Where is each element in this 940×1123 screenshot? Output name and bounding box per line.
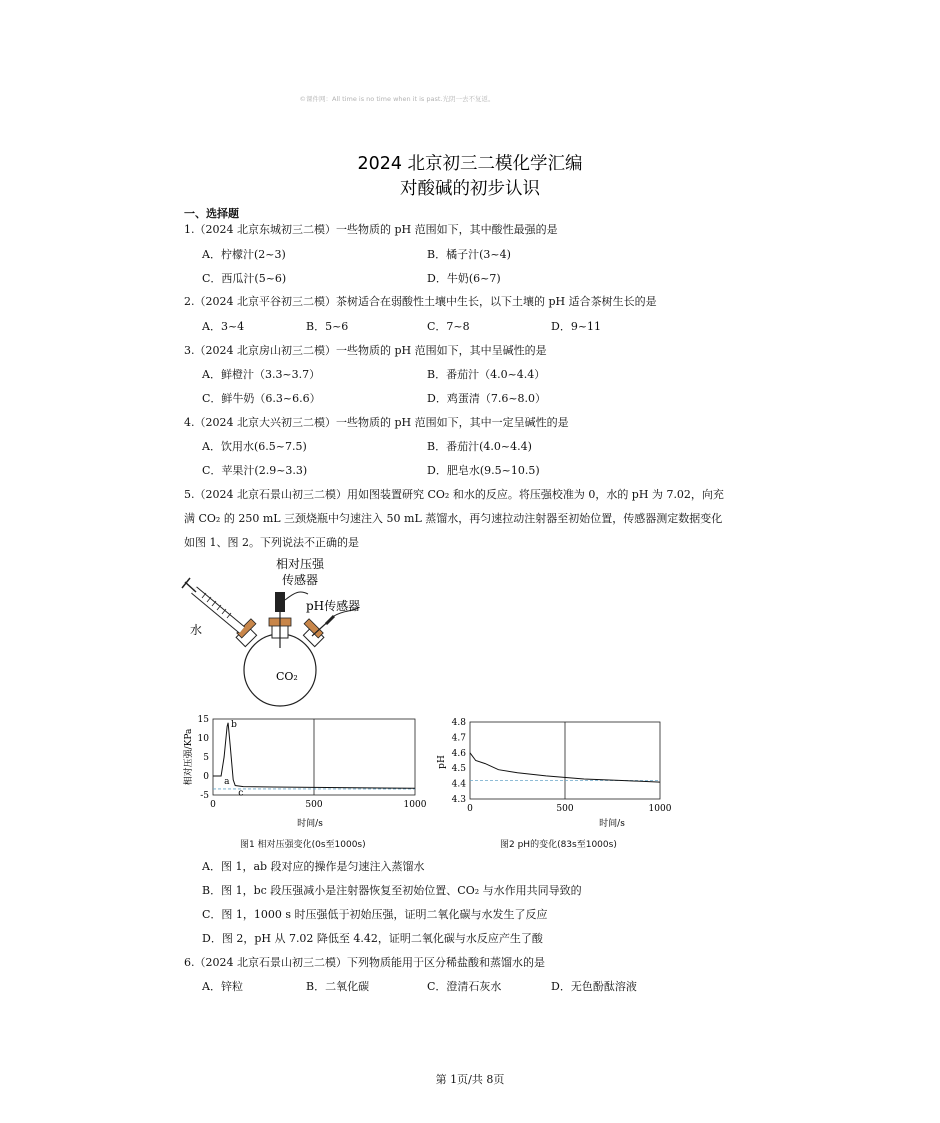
question-3-option-a: A．鲜橙汁（3.3~3.7） [202, 368, 321, 381]
question-3-option-b: B．番茄汁（4.0~4.4） [427, 368, 546, 381]
chart-1-ytick-1: 10 [197, 734, 209, 744]
pressure-sensor-label-2: 传感器 [282, 573, 319, 587]
chart-2-xlabel: 时间/s [599, 819, 625, 829]
question-5-option-b: B．图 1，bc 段压强减小是注射器恢复至初始位置、CO₂ 与水作用共同导致的 [202, 884, 582, 897]
question-1-option-c: C．西瓜汁(5~6) [202, 272, 287, 285]
chart-2-ytick-0: 4.8 [451, 718, 466, 728]
chart-1-xtick-2: 1000 [403, 800, 427, 810]
chart-1-caption: 图1 相对压强变化(0s至1000s) [240, 840, 366, 850]
ph-sensor-label: pH传感器 [306, 599, 361, 613]
question-5-stem-line-2: 满 CO₂ 的 250 mL 三颈烧瓶中匀速注入 50 mL 蒸馏水，再匀速拉动注射器至初始位置，传感器测定数据变化 [184, 512, 723, 525]
question-4-option-a: A．饮用水(6.5~7.5) [202, 440, 307, 453]
question-2-option-b: B．5~6 [306, 320, 349, 333]
chart-1-xtick-0: 0 [210, 800, 216, 810]
chart-1-point-label-b: b [231, 719, 237, 730]
chart-1-ytick-3: 0 [203, 772, 209, 782]
question-5-option-a: A．图 1，ab 段对应的操作是匀速注入蒸馏水 [202, 860, 425, 873]
chart-1-point-label-a: a [224, 777, 230, 787]
question-6-option-c: C．澄清石灰水 [427, 980, 502, 993]
question-3-option-d: D．鸡蛋清（7.6~8.0） [427, 392, 547, 405]
chart-2-xtick-1: 500 [556, 804, 574, 814]
chart-2-ytick-5: 4.3 [451, 795, 466, 805]
chart-1-ytick-4: -5 [200, 791, 209, 801]
pressure-chart [180, 712, 430, 842]
watermark: ©课件网：All time is no time when it is past.光阴一去不复返。 [299, 95, 495, 103]
page-subtitle: 对酸碱的初步认识 [400, 179, 540, 199]
co2-label: CO₂ [276, 670, 298, 683]
page-title: 2024 北京初三二模化学汇编 [357, 154, 583, 174]
question-6-stem: 6.（2024 北京石景山初三二模）下列物质能用于区分稀盐酸和蒸馏水的是 [184, 956, 545, 969]
chart-1-ytick-2: 5 [203, 753, 209, 763]
question-2-option-a: A．3~4 [202, 320, 245, 333]
water-label: 水 [190, 623, 203, 637]
question-3-option-c: C．鲜牛奶（6.3~6.6） [202, 392, 321, 405]
chart-2-xtick-2: 1000 [648, 804, 672, 814]
question-4-stem: 4.（2024 北京大兴初三二模）一些物质的 pH 范围如下，其中一定呈碱性的是 [184, 416, 569, 429]
question-4-option-c: C．苹果汁(2.9~3.3) [202, 464, 308, 477]
question-2-stem: 2.（2024 北京平谷初三二模）茶树适合在弱酸性土壤中生长，以下土壤的 pH 适合茶树生长的是 [184, 295, 657, 308]
chart-2-ytick-3: 4.5 [451, 764, 466, 775]
chart-1-xlabel: 时间/s [297, 819, 323, 829]
chart-2-caption: 图2 pH的变化(83s至1000s) [500, 840, 617, 850]
question-6-option-d: D．无色酚酞溶液 [551, 980, 637, 993]
ph-chart [437, 712, 672, 842]
chart-1-ytick-0: 15 [197, 715, 209, 725]
chart-2-ytick-4: 4.4 [451, 779, 466, 790]
question-1-option-d: D．牛奶(6~7) [427, 272, 501, 285]
question-6-option-a: A．锌粒 [202, 980, 243, 993]
pressure-sensor-label-1: 相对压强 [276, 557, 325, 571]
section-heading: 一、选择题 [184, 207, 239, 220]
page-footer: 第 1页/共 8页 [435, 1073, 505, 1086]
question-5-stem-line-3: 如图 1、图 2。下列说法不正确的是 [184, 536, 359, 549]
question-1-option-b: B．橘子汁(3~4) [427, 248, 511, 261]
question-4-option-b: B．番茄汁(4.0~4.4) [427, 440, 532, 453]
question-1-option-a: A．柠檬汁(2~3) [202, 248, 286, 261]
chart-2-xtick-0: 0 [467, 804, 473, 814]
question-3-stem: 3.（2024 北京房山初三二模）一些物质的 pH 范围如下，其中呈碱性的是 [184, 344, 547, 357]
apparatus-diagram [180, 552, 380, 712]
question-2-option-d: D．9~11 [551, 320, 602, 333]
question-1-stem: 1.（2024 北京东城初三二模）一些物质的 pH 范围如下，其中酸性最强的是 [184, 223, 558, 236]
question-6-option-b: B．二氧化碳 [306, 980, 370, 993]
question-5-stem-line-1: 5.（2024 北京石景山初三二模）用如图装置研究 CO₂ 和水的反应。将压强校准为 0，水的 pH 为 7.02，向充 [184, 488, 724, 501]
question-4-option-d: D．肥皂水(9.5~10.5) [427, 464, 540, 477]
chart-1-point-label-c: c [238, 788, 244, 799]
question-5-option-c: C．图 1，1000 s 时压强低于初始压强，证明二氧化碳与水发生了反应 [202, 908, 548, 921]
question-2-option-c: C．7~8 [427, 320, 470, 333]
question-5-option-d: D．图 2，pH 从 7.02 降低至 4.42，证明二氧化碳与水反应产生了酸 [202, 932, 543, 945]
chart-2-ylabel: pH [437, 755, 447, 769]
right-neck [303, 608, 358, 647]
chart-1-ylabel: 相对压强/KPa [184, 728, 194, 786]
chart-1-xtick-1: 500 [305, 800, 323, 810]
chart-2-ytick-1: 4.7 [451, 733, 466, 744]
center-neck [269, 592, 308, 648]
chart-2-ytick-2: 4.6 [451, 748, 466, 759]
